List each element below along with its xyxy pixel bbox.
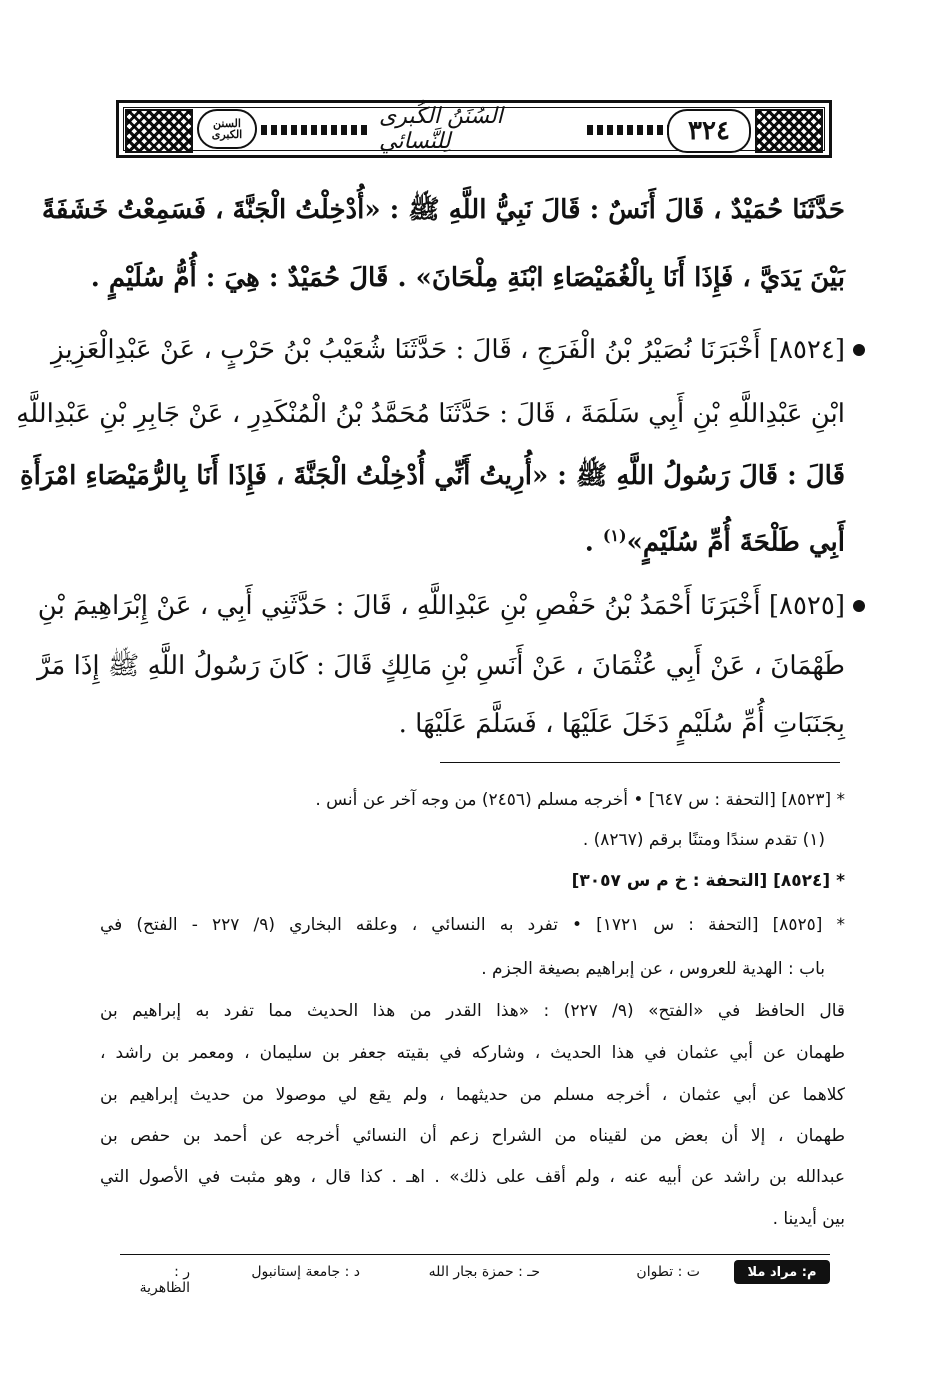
manuscript-siglum: ت : تطوان bbox=[636, 1264, 700, 1280]
text-line-6-tail: . bbox=[584, 527, 603, 558]
footnote-separator bbox=[440, 762, 840, 763]
ornament-knot-left bbox=[125, 109, 193, 153]
note-line-10: عبدالله بن راشد عن أبيه عنه ، ولم أقف على ذلك» . اهـ . كذا قال ، وهو مثبت في الأصول التي bbox=[100, 1167, 845, 1187]
text-line-5: قَالَ : قَالَ رَسُولُ اللَّهِ ﷺ : «أُرِيتُ أَنِّي أُدْخِلْتُ الْجَنَّةَ ، فَإِذَا أَنَا بِالرُّمَيْصَاءِ امْرَأَةِ bbox=[19, 461, 845, 491]
manuscript-siglum: حـ : حمزة بجار الله bbox=[428, 1264, 540, 1280]
ornament-chain-left bbox=[261, 125, 371, 135]
page-header bbox=[116, 100, 832, 158]
text-line-9: بِجَنَبَاتِ أُمِّ سُلَيْمٍ دَخَلَ عَلَيْهَا ، فَسَلَّمَ عَلَيْهَا . bbox=[398, 709, 845, 739]
note-line-9: طهمان ، إلا أن بعض من لقيناه من الشراح زعم أن النسائي أخرجه عن أحمد بن حفص بن bbox=[100, 1126, 845, 1146]
text-line-8: طَهْمَانَ ، عَنْ أَبِي عُثْمَانَ ، عَنْ أَنَسِ بْنِ مَالِكٍ قَالَ : كَانَ رَسُولُ اللَّهِ ﷺ إِذَا مَرَّ bbox=[37, 651, 845, 681]
note-line-1: * [٨٥٢٣] [التحفة : س ٦٤٧] • أخرجه مسلم (٢٤٥٦) من وجه آخر عن أنس . bbox=[315, 790, 845, 810]
note-line-2: (١) تقدم سندًا ومتنًا برقم (٨٢٦٧) . bbox=[582, 830, 825, 850]
text-line-6-main: أَبِي طَلْحَةَ أُمِّ سُلَيْمٍ» bbox=[626, 527, 845, 558]
hadith-bullet bbox=[853, 344, 865, 356]
ornament-knot-right bbox=[755, 109, 823, 153]
text-line-6 bbox=[100, 516, 845, 563]
note-line-3: * [٨٥٢٤] [التحفة : خ م س ٣٠٥٧] bbox=[571, 871, 845, 891]
book-title: السُنَنُ الكُبرى لِلنَّسائي bbox=[379, 104, 503, 154]
ornament-chain-right bbox=[587, 125, 671, 135]
text-line-1: حَدَّثَنَا حُمَيْدٌ ، قَالَ أَنَسٌ : قَالَ نَبِيُّ اللَّهِ ﷺ : «أُدْخِلْتُ الْجَنَّةَ ، فَسَمِعْتُ خَشَفَةً bbox=[41, 195, 845, 225]
note-line-6: قال الحافظ في «الفتح» (٩/ ٢٢٧) : «هذا القدر من هذا الحديث مما تفرد به إبراهيم بن bbox=[100, 1001, 845, 1021]
page-number: ٣٢٤ bbox=[667, 109, 751, 153]
note-line-11: بين أيدينا . bbox=[772, 1209, 845, 1229]
note-line-4: * [٨٥٢٥] [التحفة : س ١٧٢١] • تفرد به النسائي ، وعلقه البخاري (٩/ ٢٢٧ - الفتح) في bbox=[100, 915, 845, 935]
note-line-7: طهمان عن أبي عثمان في هذا الحديث ، وشاركه في بقيته جعفر بن سليمان ، ومعمر بن راشد ، bbox=[100, 1043, 845, 1063]
book-seal-logo: السنن الكبرى bbox=[197, 109, 257, 149]
text-line-4: ابْنِ عَبْدِاللَّهِ بْنِ أَبِي سَلَمَةَ ، قَالَ : حَدَّثَنَا مُحَمَّدُ بْنُ الْمُنْكَدِرِ ، عَنْ جَابِرِ بْنِ عَبْدِاللَّهِ bbox=[16, 399, 845, 429]
manuscript-badge: م: مراد ملا bbox=[734, 1260, 830, 1284]
manuscript-siglum: د : جامعة إستانبول bbox=[251, 1264, 360, 1280]
footer-separator bbox=[120, 1254, 830, 1255]
note-line-5: باب : الهدية للعروس ، عن إبراهيم بصيغة الجزم . bbox=[481, 959, 825, 979]
text-line-2: بَيْنَ يَدَيَّ ، فَإِذَا أَنَا بِالْغُمَيْصَاءِ ابْنَةِ مِلْحَانَ» . قَالَ حُمَيْدٌ : هِيَ : أُمُّ سُلَيْمٍ . bbox=[90, 263, 845, 293]
manuscript-sigla-bar bbox=[120, 1258, 830, 1296]
footnote-marker: (١) bbox=[602, 526, 627, 545]
note-line-8: كلاهما عن أبي عثمان ، أخرجه مسلم من حديثهما ، ولم يقع لي موصولا من حديث إبراهيم بن bbox=[100, 1085, 845, 1105]
manuscript-siglum: ر : الظاهرية bbox=[139, 1264, 190, 1296]
hadith-bullet bbox=[853, 600, 865, 612]
text-line-7: [٨٥٢٥] أَخْبَرَنَا أَحْمَدُ بْنُ حَفْصِ بْنِ عَبْدِاللَّهِ ، قَالَ : حَدَّثَنِي أَبِي ، عَنْ إِبْرَاهِيمَ بْنِ bbox=[37, 591, 845, 621]
text-line-3: [٨٥٢٤] أَخْبَرَنَا نُصَيْرُ بْنُ الْفَرَجِ ، قَالَ : حَدَّثَنَا شُعَيْبُ بْنُ حَرْبٍ ، عَنْ عَبْدِالْعَزِيزِ bbox=[50, 335, 845, 365]
